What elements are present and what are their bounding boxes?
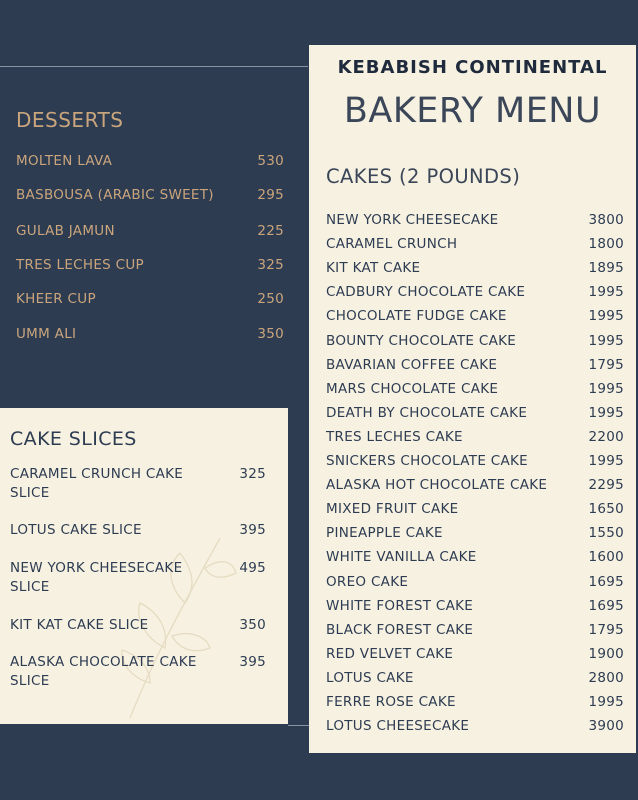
cake-item [326, 381, 624, 399]
dessert-name: UMM ALI [16, 326, 77, 342]
slice-name: LOTUS CAKE SLICE [10, 522, 142, 538]
cake-slices-heading: CAKE SLICES [10, 428, 137, 450]
cake-item [326, 501, 624, 519]
top-divider-line [0, 66, 308, 67]
cake-name: OREO CAKE [326, 573, 409, 590]
cake-name: FERRE ROSE CAKE [326, 694, 456, 710]
cake-item [326, 429, 624, 447]
cake-name: WHITE FOREST CAKE [326, 597, 474, 614]
cake-item [326, 646, 624, 664]
cake-item [326, 574, 624, 592]
cake-price: 2200 [588, 428, 624, 445]
cake-name: CARAMEL CRUNCH [326, 236, 458, 253]
cake-price: 2295 [588, 477, 624, 494]
cake-item [326, 284, 624, 302]
dessert-item [16, 326, 284, 344]
dessert-name: KHEER CUP [16, 291, 96, 307]
slice-name: NEW YORK CHEESECAKE SLICE [10, 560, 183, 595]
cake-item [326, 694, 624, 712]
slice-name: KIT KAT CAKE SLICE [10, 617, 149, 633]
cake-name: BAVARIAN COFFEE CAKE [326, 356, 498, 373]
dessert-name: GULAB JAMUN [16, 223, 115, 239]
cake-name: KIT KAT CAKE [326, 260, 421, 277]
cake-item [326, 549, 624, 567]
brand-logo: KEBABISH CONTINENTAL [337, 57, 608, 78]
slice-name: ALASKA CHOCOLATE CAKE SLICE [10, 654, 197, 689]
cake-price: 3800 [588, 212, 624, 228]
desserts-heading: DESSERTS [16, 108, 124, 132]
cake-price: 1695 [588, 597, 624, 614]
cake-price: 1895 [588, 260, 624, 277]
cake-price: 1695 [588, 573, 624, 590]
cake-item [326, 598, 624, 616]
cake-item [326, 670, 624, 688]
dessert-price: 250 [257, 291, 284, 307]
dessert-name: MOLTEN LAVA [16, 153, 113, 169]
cake-name: CHOCOLATE FUDGE CAKE [326, 308, 507, 325]
cake-name: BOUNTY CHOCOLATE CAKE [326, 332, 517, 349]
cake-name: ALASKA HOT CHOCOLATE CAKE [326, 477, 548, 494]
cake-item [326, 308, 624, 326]
cake-price: 3900 [588, 718, 624, 735]
dessert-price: 295 [257, 187, 284, 203]
dessert-name: BASBOUSA (ARABIC SWEET) [16, 187, 214, 203]
cake-item [326, 236, 624, 254]
bottom-divider-line [288, 725, 309, 726]
cake-item [326, 333, 624, 351]
cake-name: LOTUS CHEESECAKE [326, 718, 470, 735]
dessert-item [16, 153, 284, 171]
cake-name: DEATH BY CHOCOLATE CAKE [326, 404, 528, 421]
cake-price: 1650 [588, 501, 624, 518]
cake-name: WHITE VANILLA CAKE [326, 549, 477, 566]
slice-price: 325 [239, 466, 266, 482]
cake-name: SNICKERS CHOCOLATE CAKE [326, 453, 528, 469]
cake-price: 1800 [588, 236, 624, 253]
slice-name: CARAMEL CRUNCH CAKE SLICE [10, 466, 184, 501]
cake-item [326, 477, 624, 495]
cake-price: 1795 [588, 356, 624, 373]
cake-price: 2800 [588, 669, 624, 686]
cake-item [326, 405, 624, 423]
slice-price: 350 [239, 617, 266, 633]
cake-item [326, 212, 624, 230]
cake-slices-panel [0, 408, 288, 724]
cake-name: PINEAPPLE CAKE [326, 525, 443, 542]
cake-item [326, 357, 624, 375]
cake-price: 1995 [588, 694, 624, 710]
cake-name: NEW YORK CHEESECAKE [326, 212, 499, 228]
dessert-name: TRES LECHES CUP [16, 257, 144, 273]
slice-price: 495 [239, 560, 266, 576]
cakes-heading: CAKES (2 POUNDS) [326, 165, 521, 188]
cake-price: 1900 [588, 645, 624, 662]
slice-price: 395 [239, 654, 266, 670]
dessert-price: 225 [257, 223, 284, 239]
menu-title: BAKERY MENU [343, 91, 602, 131]
cake-name: CADBURY CHOCOLATE CAKE [326, 284, 526, 301]
cake-item [326, 453, 624, 471]
cake-price: 1995 [588, 453, 624, 469]
cake-item [326, 525, 624, 543]
cake-price: 1995 [588, 308, 624, 325]
cake-name: LOTUS CAKE [326, 669, 414, 686]
cake-item [326, 622, 624, 640]
cake-name: MARS CHOCOLATE CAKE [326, 380, 499, 397]
dessert-item [16, 257, 284, 275]
cake-price: 1600 [588, 549, 624, 566]
dessert-price: 530 [257, 153, 284, 169]
dessert-item [16, 291, 284, 309]
cake-item [326, 260, 624, 278]
cake-item [326, 718, 624, 736]
cake-price: 1795 [588, 621, 624, 638]
dessert-item [16, 223, 284, 241]
dessert-price: 350 [257, 326, 284, 342]
cake-price: 1995 [588, 404, 624, 421]
cake-name: MIXED FRUIT CAKE [326, 501, 459, 518]
cake-price: 1550 [588, 525, 624, 542]
cake-name: BLACK FOREST CAKE [326, 621, 474, 638]
cake-price: 1995 [588, 284, 624, 301]
cake-price: 1995 [588, 332, 624, 349]
cake-name: RED VELVET CAKE [326, 645, 454, 662]
slice-price: 395 [239, 522, 266, 538]
dessert-item [16, 187, 284, 205]
cake-price: 1995 [588, 380, 624, 397]
bakery-menu-panel [309, 45, 636, 753]
cake-name: TRES LECHES CAKE [326, 428, 463, 445]
dessert-price: 325 [257, 257, 284, 273]
